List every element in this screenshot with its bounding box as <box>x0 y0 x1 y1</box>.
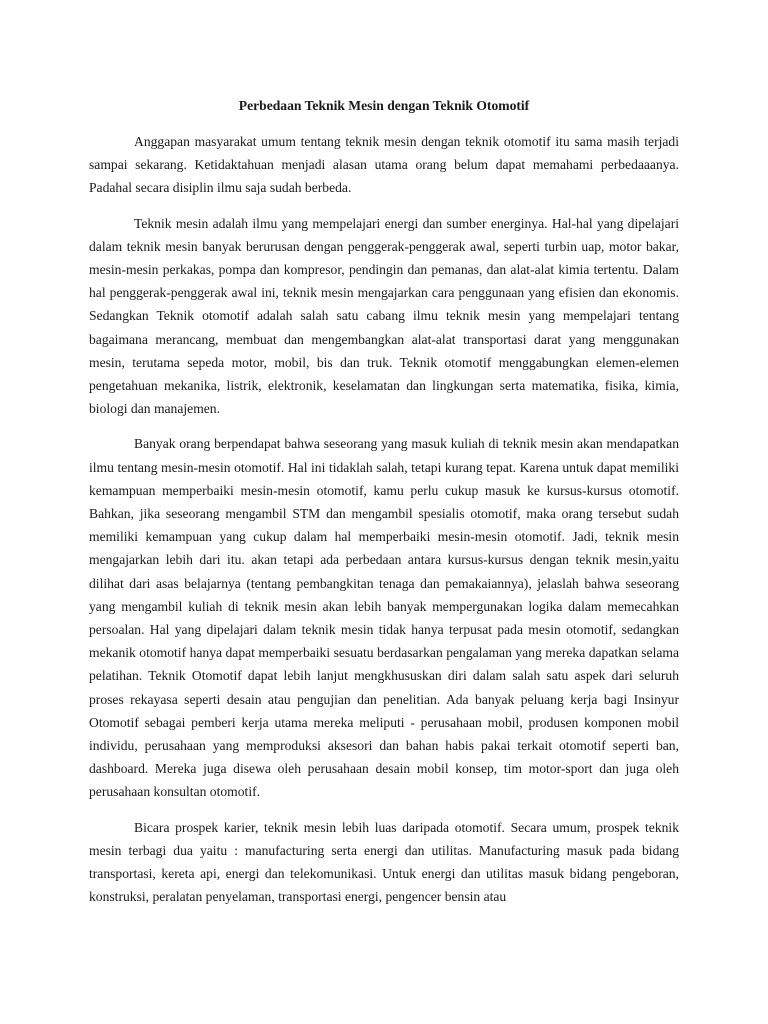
paragraph-intro: Anggapan masyarakat umum tentang teknik mesin dengan teknik otomotif itu sama masih terjadi sampai sekarang. Ketidaktahuan menjadi alasan utama orang belum dapat memahami perbedaaanya. Padahal secara disiplin ilmu saja sudah berbeda. <box>89 134 679 196</box>
paragraph-definition: Teknik mesin adalah ilmu yang mempelajari energi dan sumber energinya. Hal-hal yang dipelajari dalam teknik mesin banyak berurusan dengan penggerak-penggerak awal, seperti turbin uap, motor bakar, mesin-mesin perkakas, pompa dan kompresor, pendingin dan pemanas, dan alat-alat kimia tertentu. Dalam hal penggerak-penggerak awal ini, teknik mesin mengajarkan cara penggunaan yang efisien dan ekonomis. Sedangkan Teknik otomotif adalah salah satu cabang ilmu teknik mesin yang mempelajari tentang bagaimana merancang, membuat dan mengembangkan alat-alat transportasi darat yang menggunakan mesin, terutama sepeda motor, mobil, bis dan truk. Teknik otomotif menggabungkan elemen-elemen pengetahuan mekanika, listrik, elektronik, keselamatan dan lingkungan serta matematika, fisika, kimia, biologi dan manajemen. <box>89 215 679 417</box>
document-title: Perbedaan Teknik Mesin dengan Teknik Otomotif <box>238 98 530 113</box>
paragraph-comparison: Banyak orang berpendapat bahwa seseorang yang masuk kuliah di teknik mesin akan mendapatkan ilmu tentang mesin-mesin otomotif. Hal ini tidaklah salah, tetapi kurang tepat. Karena untuk dapat memiliki kemampuan memperbaiki mesin-mesin otomotif, kamu perlu cukup masuk ke kursus-kursus otomotif. Bahkan, jika seseorang mengambil STM dan mengambil spesialis otomotif, maka orang tersebut sudah memiliki kemampuan yang cukup dalam hal memperbaiki mesin-mesin otomotif. Jadi, teknik mesin mengajarkan lebih dari itu. akan tetapi ada perbedaan antara kursus-kursus dengan teknik mesin,yaitu dilihat dari asas belajarnya (tentang pembangkitan tenaga dan pemakaiannya), jelaslah bahwa seseorang yang mengambil kuliah di teknik mesin akan lebih banyak mempergunakan logika dalam memecahkan persoalan. Hal yang dipelajari dalam teknik mesin tidak hanya terpusat pada mesin otomotif, sedangkan mekanik otomotif hanya dapat memperbaiki sesuatu berdasarkan pengalaman yang mereka dapatkan selama pelatihan. Teknik Otomotif dapat lebih lanjut mengkhususkan diri dalam salah satu aspek dari seluruh proses rekayasa seperti desain atau pengujian dan penelitian. Ada banyak peluang kerja bagi Insinyur Otomotif sebagai pemberi kerja utama mereka meliputi - perusahaan mobil, produsen komponen mobil individu, perusahaan yang memproduksi aksesori dan bahan habis pakai terkait otomotif seperti ban, dashboard. Mereka juga disewa oleh perusahaan desain mobil konsep, tim motor-sport dan juga oleh perusahaan konsultan otomotif. <box>89 436 679 800</box>
paragraph-career-prospects: Bicara prospek karier, teknik mesin lebih luas daripada otomotif. Secara umum, prospek teknik mesin terbagi dua yaitu : manufacturing serta energi dan utilitas. Manufacturing masuk pada bidang transportasi, kereta api, energi dan telekomunikasi. Untuk energi dan utilitas masuk bidang pengeboran, konstruksi, peralatan penyelaman, transportasi energi, pengencer bensin atau <box>89 819 679 905</box>
document-body <box>89 94 679 909</box>
